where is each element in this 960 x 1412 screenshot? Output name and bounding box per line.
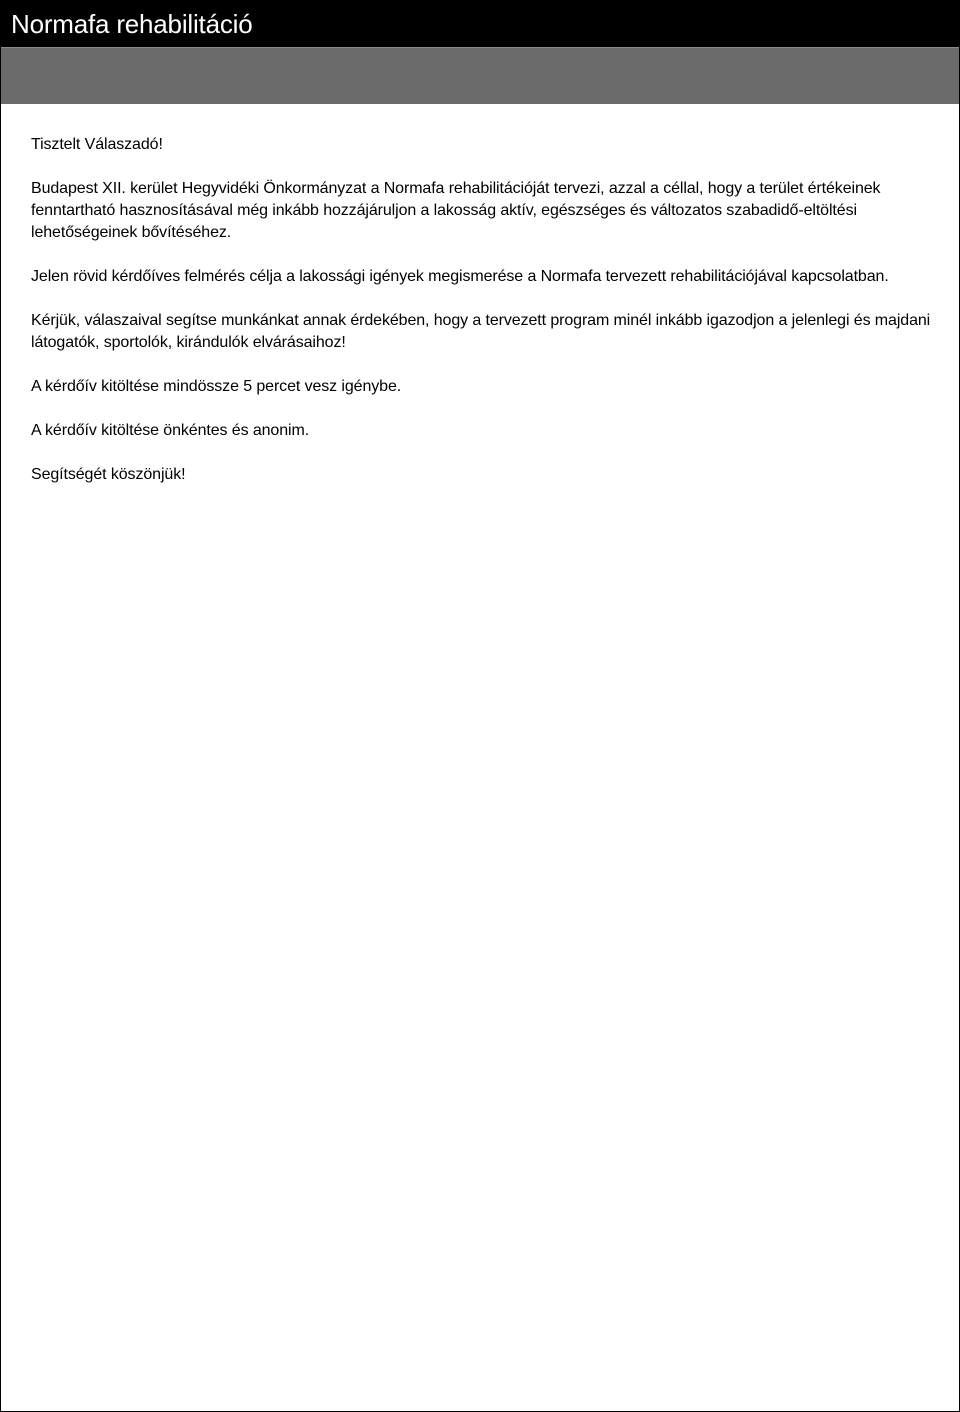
anonymity-note: A kérdőív kitöltése önkéntes és anonim.	[31, 422, 310, 439]
page-title: Normafa rehabilitáció	[11, 9, 253, 39]
thanks-text: Segítségét köszönjük!	[31, 466, 186, 483]
header-subbar	[1, 47, 959, 104]
purpose-paragraph: Jelen rövid kérdőíves felmérés célja a lakossági igények megismerése a Normafa tervezett rehabilitációjával kapcsolatban.	[31, 268, 889, 285]
greeting-text: Tisztelt Válaszadó!	[31, 136, 163, 153]
request-paragraph: Kérjük, válaszaival segítse munkánkat annak érdekében, hogy a tervezett program minél inkább igazodjon a jelenlegi és majdani látogatók, sportolók, kirándulók elvárásaihoz!	[31, 312, 931, 351]
intro-paragraph: Budapest XII. kerület Hegyvidéki Önkormányzat a Normafa rehabilitációját tervezi, azzal a céllal, hogy a terület értékeinek fenntartható hasznosításával még inkább hozzájáruljon a lakosság aktív, egészséges és változatos szabadidő-eltöltési lehetőségeinek bővítéséhez.	[31, 180, 881, 241]
time-note: A kérdőív kitöltése mindössze 5 percet vesz igénybe.	[31, 378, 402, 395]
page-header	[1, 1, 959, 47]
intro-content	[1, 134, 959, 486]
